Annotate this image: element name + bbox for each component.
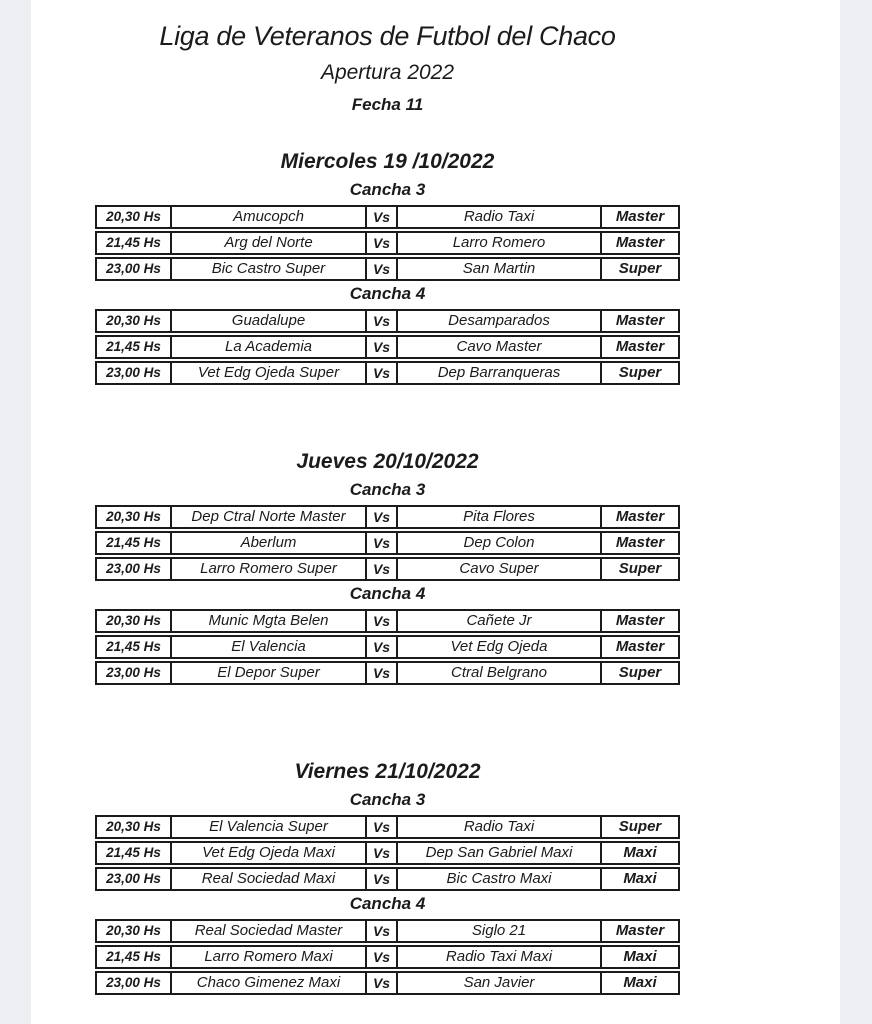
day-heading: Jueves 20/10/2022 xyxy=(296,449,479,473)
venue-heading-cancha-3: Cancha 3 xyxy=(349,179,426,199)
time-cell: 21,45 Hs xyxy=(95,335,172,359)
match-row xyxy=(95,257,680,281)
time-cell: 20,30 Hs xyxy=(95,609,172,633)
away-team-cell: San Javier xyxy=(396,971,602,995)
day-heading: Viernes 21/10/2022 xyxy=(294,759,481,783)
match-row xyxy=(95,609,680,633)
time-cell: 21,45 Hs xyxy=(95,841,172,865)
away-team-cell: Dep Barranqueras xyxy=(396,361,602,385)
time-cell: 23,00 Hs xyxy=(95,557,172,581)
venue-heading-cancha-4: Cancha 4 xyxy=(349,283,426,303)
match-row xyxy=(95,231,680,255)
category-cell: Maxi xyxy=(600,945,680,969)
match-table xyxy=(95,609,680,685)
time-cell: 21,45 Hs xyxy=(95,945,172,969)
match-row xyxy=(95,205,680,229)
day-heading: Miercoles 19 /10/2022 xyxy=(280,149,495,173)
round-label: Fecha 11 xyxy=(351,94,424,114)
time-cell: 20,30 Hs xyxy=(95,919,172,943)
venue-heading-cancha-4: Cancha 4 xyxy=(349,893,426,913)
time-cell: 23,00 Hs xyxy=(95,257,172,281)
match-row xyxy=(95,867,680,891)
home-team-cell: Real Sociedad Maxi xyxy=(170,867,367,891)
category-cell: Maxi xyxy=(600,841,680,865)
venue-heading-cancha-3: Cancha 3 xyxy=(349,789,426,809)
away-team-cell: Siglo 21 xyxy=(396,919,602,943)
fixture-document xyxy=(95,0,680,997)
match-row xyxy=(95,635,680,659)
away-team-cell: San Martin xyxy=(396,257,602,281)
vs-cell: Vs xyxy=(365,257,398,281)
vs-cell: Vs xyxy=(365,557,398,581)
time-cell: 20,30 Hs xyxy=(95,205,172,229)
match-row xyxy=(95,531,680,555)
away-team-cell: Cavo Super xyxy=(396,557,602,581)
match-row xyxy=(95,971,680,995)
vs-cell: Vs xyxy=(365,867,398,891)
category-cell: Master xyxy=(600,919,680,943)
venue-heading-cancha-4: Cancha 4 xyxy=(349,583,426,603)
away-team-cell: Radio Taxi Maxi xyxy=(396,945,602,969)
page-edge-right xyxy=(840,0,872,1024)
time-cell: 20,30 Hs xyxy=(95,505,172,529)
vs-cell: Vs xyxy=(365,309,398,333)
match-row xyxy=(95,505,680,529)
category-cell: Master xyxy=(600,609,680,633)
vs-cell: Vs xyxy=(365,531,398,555)
home-team-cell: El Depor Super xyxy=(170,661,367,685)
vs-cell: Vs xyxy=(365,361,398,385)
match-row xyxy=(95,335,680,359)
match-row xyxy=(95,361,680,385)
home-team-cell: Vet Edg Ojeda Maxi xyxy=(170,841,367,865)
category-cell: Maxi xyxy=(600,971,680,995)
vs-cell: Vs xyxy=(365,661,398,685)
home-team-cell: Dep Ctral Norte Master xyxy=(170,505,367,529)
away-team-cell: Bic Castro Maxi xyxy=(396,867,602,891)
match-row xyxy=(95,661,680,685)
category-cell: Maxi xyxy=(600,867,680,891)
away-team-cell: Desamparados xyxy=(396,309,602,333)
away-team-cell: Vet Edg Ojeda xyxy=(396,635,602,659)
time-cell: 21,45 Hs xyxy=(95,635,172,659)
home-team-cell: La Academia xyxy=(170,335,367,359)
match-row xyxy=(95,945,680,969)
home-team-cell: El Valencia Super xyxy=(170,815,367,839)
vs-cell: Vs xyxy=(365,919,398,943)
vs-cell: Vs xyxy=(365,815,398,839)
vs-cell: Vs xyxy=(365,335,398,359)
category-cell: Super xyxy=(600,361,680,385)
match-row xyxy=(95,919,680,943)
venue-heading-cancha-3: Cancha 3 xyxy=(349,479,426,499)
away-team-cell: Radio Taxi xyxy=(396,815,602,839)
category-cell: Master xyxy=(600,231,680,255)
home-team-cell: Amucopch xyxy=(170,205,367,229)
away-team-cell: Cavo Master xyxy=(396,335,602,359)
home-team-cell: Arg del Norte xyxy=(170,231,367,255)
vs-cell: Vs xyxy=(365,635,398,659)
day-section-jueves xyxy=(95,449,680,685)
match-table xyxy=(95,205,680,281)
match-table xyxy=(95,919,680,995)
away-team-cell: Radio Taxi xyxy=(396,205,602,229)
home-team-cell: Bic Castro Super xyxy=(170,257,367,281)
category-cell: Super xyxy=(600,815,680,839)
home-team-cell: Vet Edg Ojeda Super xyxy=(170,361,367,385)
home-team-cell: Guadalupe xyxy=(170,309,367,333)
time-cell: 23,00 Hs xyxy=(95,971,172,995)
home-team-cell: El Valencia xyxy=(170,635,367,659)
away-team-cell: Pita Flores xyxy=(396,505,602,529)
category-cell: Super xyxy=(600,557,680,581)
away-team-cell: Dep Colon xyxy=(396,531,602,555)
home-team-cell: Munic Mgta Belen xyxy=(170,609,367,633)
page-subtitle: Apertura 2022 xyxy=(320,61,455,85)
category-cell: Master xyxy=(600,335,680,359)
match-row xyxy=(95,841,680,865)
match-row xyxy=(95,557,680,581)
day-section-viernes xyxy=(95,759,680,995)
page-edge-left xyxy=(0,0,31,1024)
page-title: Liga de Veteranos de Futbol del Chaco xyxy=(159,21,616,51)
away-team-cell: Cañete Jr xyxy=(396,609,602,633)
match-table xyxy=(95,815,680,891)
away-team-cell: Ctral Belgrano xyxy=(396,661,602,685)
category-cell: Master xyxy=(600,531,680,555)
match-row xyxy=(95,309,680,333)
vs-cell: Vs xyxy=(365,231,398,255)
home-team-cell: Chaco Gimenez Maxi xyxy=(170,971,367,995)
vs-cell: Vs xyxy=(365,971,398,995)
match-row xyxy=(95,815,680,839)
match-table xyxy=(95,309,680,385)
time-cell: 23,00 Hs xyxy=(95,867,172,891)
time-cell: 21,45 Hs xyxy=(95,531,172,555)
category-cell: Super xyxy=(600,257,680,281)
vs-cell: Vs xyxy=(365,205,398,229)
match-table xyxy=(95,505,680,581)
home-team-cell: Larro Romero Maxi xyxy=(170,945,367,969)
category-cell: Master xyxy=(600,205,680,229)
home-team-cell: Larro Romero Super xyxy=(170,557,367,581)
home-team-cell: Aberlum xyxy=(170,531,367,555)
day-section-miercoles xyxy=(95,149,680,385)
time-cell: 21,45 Hs xyxy=(95,231,172,255)
time-cell: 23,00 Hs xyxy=(95,661,172,685)
away-team-cell: Dep San Gabriel Maxi xyxy=(396,841,602,865)
category-cell: Master xyxy=(600,505,680,529)
time-cell: 20,30 Hs xyxy=(95,815,172,839)
category-cell: Master xyxy=(600,635,680,659)
vs-cell: Vs xyxy=(365,609,398,633)
vs-cell: Vs xyxy=(365,505,398,529)
home-team-cell: Real Sociedad Master xyxy=(170,919,367,943)
time-cell: 23,00 Hs xyxy=(95,361,172,385)
vs-cell: Vs xyxy=(365,841,398,865)
category-cell: Master xyxy=(600,309,680,333)
away-team-cell: Larro Romero xyxy=(396,231,602,255)
vs-cell: Vs xyxy=(365,945,398,969)
time-cell: 20,30 Hs xyxy=(95,309,172,333)
category-cell: Super xyxy=(600,661,680,685)
